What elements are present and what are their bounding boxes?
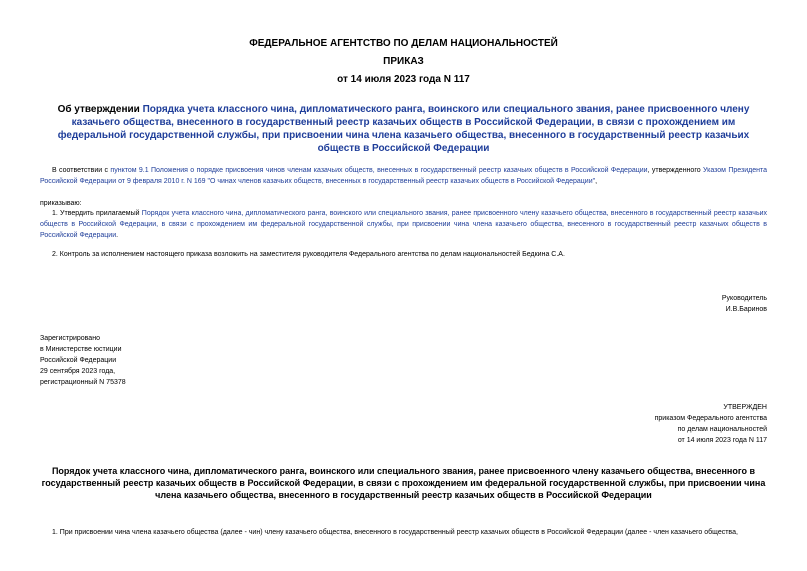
registration-line: в Министерстве юстиции [40, 346, 122, 353]
item-2-paragraph: 2. Контроль за исполнением настоящего приказа возложить на заместителя руководителя Федерального агентства по делам национальностей Бедкина С.А. [52, 251, 565, 258]
signature-name: И.В.Баринов [725, 306, 767, 313]
preamble-text-a: В соответствии с [52, 167, 111, 174]
signature-position: Руководитель [721, 295, 767, 302]
doc-type-heading: ПРИКАЗ [383, 56, 424, 67]
procedure-item-1: 1. При присвоении чина члена казачьего общества (далее - чин) члену казачьего общества, внесенного в государственный реестр казачьих обществ в Российской Федерации (далее - член казачьего общества, [52, 529, 738, 536]
order-subject [40, 103, 767, 155]
approved-line: приказом Федерального агентства [654, 415, 767, 422]
registration-line: регистрационный N 75378 [40, 379, 126, 386]
registration-line: Российской Федерации [40, 357, 117, 364]
order-subject-link[interactable]: Порядка учета классного чина, дипломатического ранга, воинского или специального звания, ранее присвоенного члену казачьего общества, внесенного в государственный реестр казачьих обществ в Российской Федерации, в связи с прохождением им федеральной государственной службы, при присвоении чина члена казачьего общества, внесенного в государственный реестр казачьих обществ в Российской Федерации [57, 104, 750, 154]
procedure-title: Порядок учета классного чина, дипломатического ранга, воинского или специального звания, ранее присвоенного члену казачьего общества, внесенного в государственный реестр казачьих обществ в Российской Федерации, в связи с прохождением им федеральной государственной службы, при присвоении чина члена казачьего общества, внесенного в государственный реестр казачьих обществ в Российской Федерации [41, 466, 766, 500]
approved-block [655, 402, 767, 446]
date-number-heading: от 14 июля 2023 года N 117 [337, 74, 470, 85]
signature-block [722, 293, 767, 315]
preamble-text-b: , утвержденного [647, 167, 703, 174]
approved-line: по делам национальностей [677, 426, 767, 433]
order-subject-prefix: Об утверждении [57, 104, 143, 115]
preamble-text-c: , [595, 178, 598, 185]
item-1-text-b: . [116, 232, 119, 239]
registration-line: Зарегистрировано [40, 335, 100, 342]
regulation-link[interactable]: пунктом 9.1 Положения о порядке присвоения чинов членам казачьих обществ, внесенных в государственный реестр казачьих обществ в Российской Федерации [110, 167, 648, 174]
procedure-link[interactable]: Порядок учета классного чина, дипломатического ранга, воинского или специального звания, ранее присвоенного члену казачьего общества, внесенного в государственный реестр казачьих обществ в Российской Федерации, в связи с прохождением им федеральной государственной службы, при присвоении чина члена казачьего общества, внесенного в государственный реестр казачьих обществ в Российской Федерации [40, 210, 768, 239]
decree-link[interactable]: Указом Президента Российской Федерации от 9 февраля 2010 г. N 169 "О чинах членов казачьих обществ, внесенных в государственный реестр казачьих обществ в Российской Федерации" [40, 167, 768, 185]
item-1-text-a: 1. Утвердить прилагаемый [52, 210, 142, 217]
preamble-paragraph [40, 165, 767, 187]
registration-line: 29 сентября 2023 года, [40, 368, 116, 375]
order-word: приказываю: [40, 200, 82, 207]
approved-line: от 14 июля 2023 года N 117 [677, 437, 767, 444]
item-1-paragraph [40, 208, 767, 241]
registration-block [40, 333, 126, 388]
agency-heading: ФЕДЕРАЛЬНОЕ АГЕНТСТВО ПО ДЕЛАМ НАЦИОНАЛЬНОСТЕЙ [249, 38, 558, 49]
approved-line: УТВЕРЖДЕН [723, 404, 767, 411]
